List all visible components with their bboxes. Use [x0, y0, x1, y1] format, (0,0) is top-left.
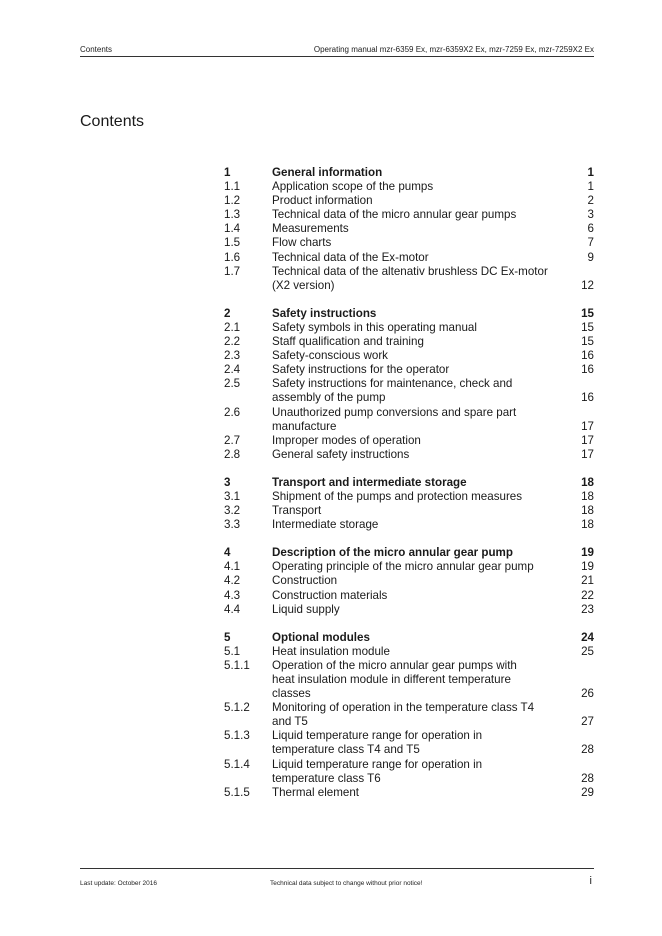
toc-title: Intermediate storage — [272, 518, 379, 532]
toc-page-number: 28 — [581, 771, 594, 785]
toc-title: Transport — [272, 504, 322, 518]
toc-title: Description of the micro annular gear pump — [272, 546, 513, 560]
toc-title: Unauthorized pump conversions and spare part manufacture — [272, 405, 517, 433]
toc-entry-row[interactable] — [224, 363, 594, 377]
toc-entry-row[interactable] — [224, 377, 594, 405]
toc-page-number: 17 — [581, 419, 594, 433]
toc-page-number: 9 — [587, 250, 594, 264]
toc-page-number: 18 — [581, 489, 594, 503]
toc-entry-row[interactable] — [224, 236, 594, 250]
toc-title: Construction — [272, 574, 338, 588]
toc-title: Liquid supply — [272, 602, 340, 616]
toc-number: 2.3 — [224, 349, 241, 363]
toc-number: 5.1.1 — [224, 658, 250, 672]
toc-entry-row[interactable] — [224, 321, 594, 335]
toc-title: Safety-conscious work — [272, 349, 388, 363]
toc-chapter-row[interactable] — [224, 307, 594, 321]
toc-page-number: 16 — [581, 349, 594, 363]
toc-entry-row[interactable] — [224, 490, 594, 504]
toc-page-number: 6 — [587, 222, 594, 236]
toc-page-number: 21 — [581, 574, 594, 588]
toc-number: 3 — [224, 475, 231, 489]
toc-chapter-row[interactable] — [224, 166, 594, 180]
toc-title: Operation of the micro annular gear pumps with heat insulation module in different temperature classes — [272, 658, 517, 701]
toc-page-number: 17 — [581, 433, 594, 447]
toc-page-number: 12 — [581, 278, 594, 292]
toc-title: Application scope of the pumps — [272, 180, 434, 194]
toc-page-number: 22 — [581, 588, 594, 602]
page-footer — [80, 868, 594, 887]
toc-title: Improper modes of operation — [272, 433, 421, 447]
toc-page-number: 7 — [587, 236, 594, 250]
toc-section — [224, 546, 594, 616]
toc-entry-row[interactable] — [224, 265, 594, 293]
toc-page-number: 17 — [581, 447, 594, 461]
toc-number: 5.1.4 — [224, 757, 250, 771]
toc-page-number: 18 — [581, 475, 594, 489]
toc-title: Safety instructions for maintenance, check and assembly of the pump — [272, 377, 513, 405]
toc-number: 4.2 — [224, 574, 241, 588]
page-header — [80, 44, 594, 57]
toc-page-number: 23 — [581, 602, 594, 616]
header-section-label: Contents — [80, 45, 113, 54]
toc-entry-row[interactable] — [224, 758, 594, 786]
toc-section — [224, 166, 594, 293]
toc-title: Operating principle of the micro annular gear pump — [272, 560, 534, 574]
toc-title: Flow charts — [272, 236, 332, 250]
footer-disclaimer: Technical data subject to change without prior notice! — [270, 880, 423, 887]
toc-number: 2 — [224, 306, 231, 320]
toc-page-number: 25 — [581, 644, 594, 658]
toc-number: 1.6 — [224, 250, 241, 264]
toc-page-number: 16 — [581, 391, 594, 405]
toc-number: 3.2 — [224, 504, 241, 518]
toc-number: 4.1 — [224, 560, 241, 574]
toc-entry-row[interactable] — [224, 504, 594, 518]
toc-page-number: 16 — [581, 363, 594, 377]
toc-entry-row[interactable] — [224, 251, 594, 265]
toc-chapter-row[interactable] — [224, 546, 594, 560]
toc-title: Liquid temperature range for operation in temperature class T4 and T5 — [272, 729, 483, 757]
toc-entry-row[interactable] — [224, 574, 594, 588]
toc-number: 1.3 — [224, 208, 241, 222]
toc-number: 4.3 — [224, 588, 241, 602]
toc-entry-row[interactable] — [224, 729, 594, 757]
toc-title: Optional modules — [272, 630, 370, 644]
toc-title: Shipment of the pumps and protection measures — [272, 489, 523, 503]
toc-entry-row[interactable] — [224, 659, 594, 701]
toc-page-number: 27 — [581, 715, 594, 729]
page-title: Contents — [80, 113, 145, 130]
toc-number: 1.7 — [224, 264, 241, 278]
toc-title: Technical data of the micro annular gear pumps — [272, 208, 517, 222]
toc-number: 1.5 — [224, 236, 241, 250]
toc-title: Safety instructions — [272, 306, 377, 320]
toc-number: 5 — [224, 630, 231, 644]
toc-page-number: 15 — [581, 335, 594, 349]
toc-entry-row[interactable] — [224, 349, 594, 363]
toc-section — [224, 631, 594, 800]
toc-title: Thermal element — [272, 785, 359, 799]
header-document-title: Operating manual mzr-6359 Ex, mzr-6359X2 Ex, mzr-7259 Ex, mzr-7259X2 Ex — [313, 45, 594, 54]
toc-number: 5.1.3 — [224, 729, 250, 743]
toc-entry-row[interactable] — [224, 406, 594, 434]
toc-number: 2.6 — [224, 405, 241, 419]
toc-title: Safety symbols in this operating manual — [272, 320, 477, 334]
toc-title: Construction materials — [272, 588, 388, 602]
toc-page-number: 24 — [581, 630, 594, 644]
toc-page-number: 2 — [587, 194, 594, 208]
toc-entry-row[interactable] — [224, 194, 594, 208]
toc-entry-row[interactable] — [224, 518, 594, 532]
toc-title: Liquid temperature range for operation in temperature class T6 — [272, 757, 483, 785]
toc-number: 2.2 — [224, 335, 241, 349]
toc-entry-row[interactable] — [224, 701, 594, 729]
toc-entry-row[interactable] — [224, 335, 594, 349]
toc-number: 1.1 — [224, 180, 241, 194]
toc-entry-row[interactable] — [224, 560, 594, 574]
toc-number: 3.1 — [224, 489, 241, 503]
toc-number: 1 — [224, 166, 231, 179]
toc-entry-row[interactable] — [224, 434, 594, 448]
toc-title: Heat insulation module — [272, 644, 390, 658]
toc-number: 1.4 — [224, 222, 241, 236]
footer-last-update: Last update: October 2016 — [80, 880, 157, 887]
toc-page-number: 18 — [581, 518, 594, 532]
toc-number: 2.7 — [224, 433, 241, 447]
toc-number: 2.1 — [224, 320, 241, 334]
toc-entry-row[interactable] — [224, 180, 594, 194]
toc-page-number: 26 — [581, 687, 594, 701]
toc-number: 1.2 — [224, 194, 241, 208]
toc-title: Transport and intermediate storage — [272, 475, 467, 489]
toc-entry-row[interactable] — [224, 208, 594, 222]
toc-entry-row[interactable] — [224, 222, 594, 236]
toc-page-number: 28 — [581, 743, 594, 757]
toc-entry-row[interactable] — [224, 589, 594, 603]
toc-title: Technical data of the Ex-motor — [272, 250, 429, 264]
toc-section — [224, 476, 594, 532]
toc-section — [224, 307, 594, 462]
toc-entry-row[interactable] — [224, 645, 594, 659]
toc-number: 5.1.2 — [224, 701, 250, 715]
toc-title: Product information — [272, 194, 373, 208]
toc-number: 3.3 — [224, 518, 241, 532]
toc-entry-row[interactable] — [224, 448, 594, 462]
toc-title: Monitoring of operation in the temperature class T4 and T5 — [272, 701, 535, 729]
toc-title: General information — [272, 166, 383, 179]
toc-title: Safety instructions for the operator — [272, 363, 450, 377]
toc-number: 2.5 — [224, 377, 241, 391]
toc-number: 2.8 — [224, 447, 241, 461]
toc-page-number: 15 — [581, 306, 594, 320]
toc-page-number: 19 — [581, 546, 594, 560]
toc-page-number: 19 — [581, 560, 594, 574]
toc-title: Staff qualification and training — [272, 335, 424, 349]
footer-page-number: i — [589, 875, 592, 887]
toc-chapter-row[interactable] — [224, 631, 594, 645]
toc-page-number: 1 — [587, 166, 594, 179]
toc-title: General safety instructions — [272, 447, 410, 461]
toc-number: 5.1.5 — [224, 785, 250, 799]
toc-page-number: 15 — [581, 320, 594, 334]
toc-number: 4 — [224, 546, 231, 560]
toc-page-number: 18 — [581, 504, 594, 518]
toc-page-number: 3 — [587, 208, 594, 222]
toc-title: Technical data of the altenativ brushless DC Ex-motor (X2 version) — [272, 264, 548, 292]
toc-entry-row[interactable] — [224, 603, 594, 617]
toc-title: Measurements — [272, 222, 349, 236]
toc-number: 5.1 — [224, 644, 241, 658]
table-of-contents — [224, 166, 594, 814]
toc-number: 2.4 — [224, 363, 241, 377]
toc-page-number: 1 — [587, 180, 594, 194]
toc-number: 4.4 — [224, 602, 241, 616]
toc-page-number: 29 — [581, 785, 594, 799]
toc-entry-row[interactable] — [224, 786, 594, 800]
toc-chapter-row[interactable] — [224, 476, 594, 490]
